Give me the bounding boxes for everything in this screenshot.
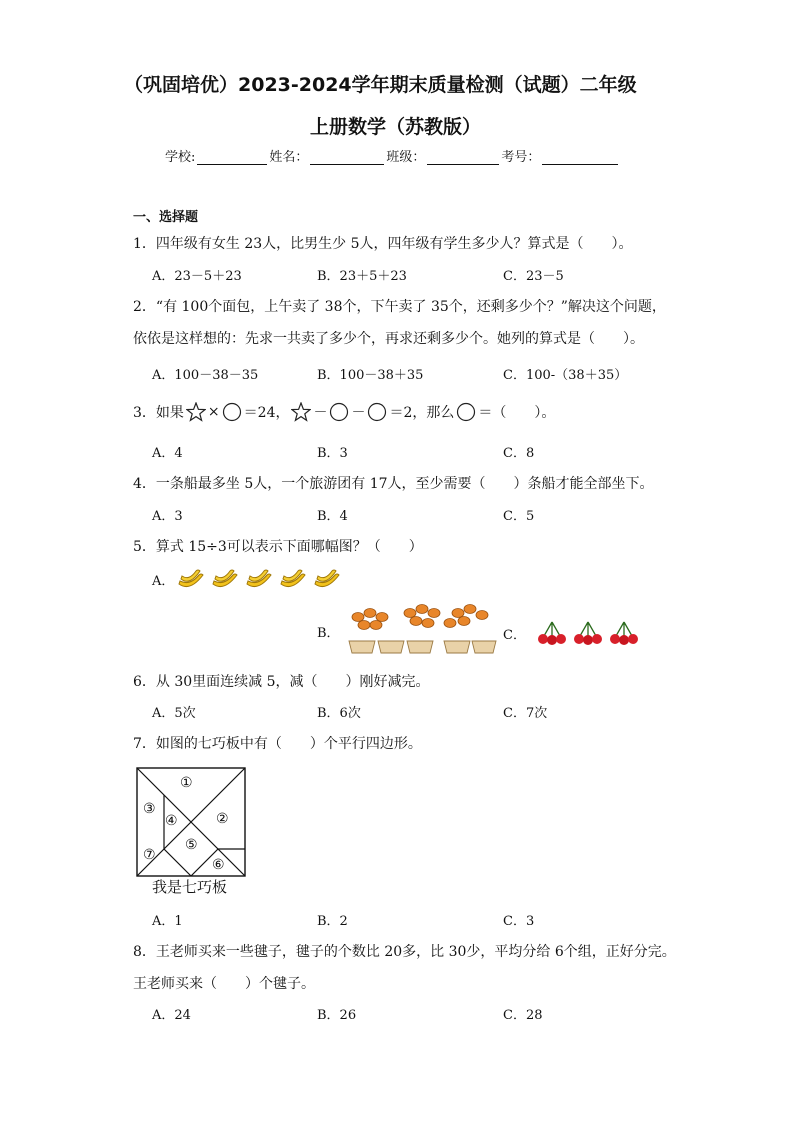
q8-option-c[interactable]: C．28 — [503, 1008, 543, 1023]
q3-option-a[interactable]: A．4 — [152, 446, 183, 461]
tangram-figure — [136, 767, 246, 881]
pumpkin-icon — [352, 605, 488, 630]
q6-option-a[interactable]: A．5次 — [152, 706, 196, 721]
q7-option-b[interactable]: B．2 — [317, 914, 348, 929]
class-blank[interactable] — [427, 150, 499, 165]
q4-option-b[interactable]: B．4 — [317, 509, 348, 524]
cherry-icon — [572, 620, 604, 646]
number-blank[interactable] — [542, 150, 618, 165]
q7-option-a[interactable]: A．1 — [152, 914, 183, 929]
q6-option-c[interactable]: C．7次 — [503, 706, 548, 721]
q3-part-7: ＝（ ）。 — [478, 405, 556, 421]
school-label: 学校: — [165, 150, 196, 165]
q3-part-3: ＝24， — [243, 405, 290, 421]
title-line-2: 上册数学（苏教版） — [310, 116, 482, 138]
q8-option-b[interactable]: B．26 — [317, 1008, 357, 1023]
q3-part-1: 3．如果 — [133, 405, 184, 421]
q2-option-b[interactable]: B．100－38＋35 — [317, 368, 424, 383]
tangram-label-1: ① — [180, 775, 193, 791]
number-label: 考号： — [501, 150, 541, 165]
q2-option-c[interactable]: C．100-（38＋35） — [503, 368, 628, 383]
banana-icon — [244, 566, 274, 592]
q2-option-a[interactable]: A．100－38－35 — [152, 368, 259, 383]
tangram-label-7: ⑦ — [143, 847, 156, 863]
q5-option-b-label: B． — [317, 625, 340, 641]
q7-option-c[interactable]: C．3 — [503, 914, 535, 929]
pumpkin-basket-picture — [348, 603, 498, 659]
question-6: 6．从 30里面连续减 5，减（ ）刚好减完。 — [133, 674, 430, 690]
cherry-icon — [536, 620, 568, 646]
q6-option-b[interactable]: B．6次 — [317, 706, 361, 721]
q5-option-b[interactable] — [317, 603, 498, 659]
class-label: 班级： — [386, 150, 426, 165]
question-2-line-2: 依依是这样想的：先求一共卖了多少个，再求还剩多少个。她列的算式是（ ）。 — [133, 331, 644, 347]
banana-icon — [210, 566, 240, 592]
tangram-label-3: ③ — [143, 801, 156, 817]
q5-option-a[interactable] — [152, 566, 342, 592]
q5-option-c-label: C． — [503, 627, 526, 643]
circle-icon — [222, 402, 242, 422]
q5-option-a-label: A． — [152, 573, 175, 589]
q3-option-b[interactable]: B．3 — [317, 446, 348, 461]
school-blank[interactable] — [197, 150, 267, 165]
q4-option-c[interactable]: C．5 — [503, 509, 535, 524]
question-1: 1．四年级有女生 23人，比男生少 5人，四年级有学生多少人？算式是（ ）。 — [133, 236, 633, 252]
question-4: 4．一条船最多坐 5人，一个旅游团有 17人，至少需要（ ）条船才能全部坐下。 — [133, 476, 654, 492]
q3-part-2: × — [207, 404, 220, 420]
question-8-line-1: 8．王老师买来一些毽子，毽子的个数比 20多，比 30少，平均分给 6个组，正好分完。 — [133, 944, 676, 960]
question-2-line-1: 2．“有 100个面包，上午卖了 38个，下午卖了 35个，还剩多少个？”解决这个问题， — [133, 299, 666, 315]
q5-option-c[interactable] — [503, 620, 640, 646]
student-info-row — [165, 146, 620, 165]
q1-option-c[interactable]: C．23－5 — [503, 269, 564, 284]
section-heading: 一、选择题 — [133, 210, 199, 225]
banana-icon — [278, 566, 308, 592]
star-icon — [186, 402, 206, 422]
title-line-1: （巩固培优）2023-2024学年期末质量检测（试题）二年级 — [124, 74, 637, 96]
star-icon — [291, 402, 311, 422]
question-3 — [133, 402, 555, 422]
circle-icon — [456, 402, 476, 422]
tangram-label-2: ② — [216, 811, 229, 827]
q3-part-6: ＝2，那么 — [389, 405, 455, 421]
q8-option-a[interactable]: A．24 — [152, 1008, 191, 1023]
q1-option-b[interactable]: B．23＋5＋23 — [317, 269, 407, 284]
tangram-label-6: ⑥ — [212, 857, 225, 873]
question-7: 7．如图的七巧板中有（ ）个平行四边形。 — [133, 736, 422, 752]
banana-icon — [312, 566, 342, 592]
q1-option-a[interactable]: A．23－5＋23 — [152, 269, 242, 284]
tangram-caption: 我是七巧板 — [152, 878, 228, 896]
q3-part-4: － — [313, 405, 328, 421]
basket-icon — [349, 641, 496, 653]
question-8-line-2: 王老师买来（ ）个毽子。 — [133, 976, 315, 992]
name-blank[interactable] — [310, 150, 384, 165]
q3-part-5: － — [351, 405, 366, 421]
tangram-label-5: ⑤ — [185, 837, 198, 853]
question-5: 5．算式 15÷3可以表示下面哪幅图？（ ） — [133, 539, 423, 555]
banana-icon — [176, 566, 206, 592]
circle-icon — [329, 402, 349, 422]
cherry-icon — [608, 620, 640, 646]
q4-option-a[interactable]: A．3 — [152, 509, 183, 524]
name-label: 姓名： — [269, 150, 309, 165]
q3-option-c[interactable]: C．8 — [503, 446, 535, 461]
tangram-label-4: ④ — [165, 813, 178, 829]
circle-icon — [367, 402, 387, 422]
